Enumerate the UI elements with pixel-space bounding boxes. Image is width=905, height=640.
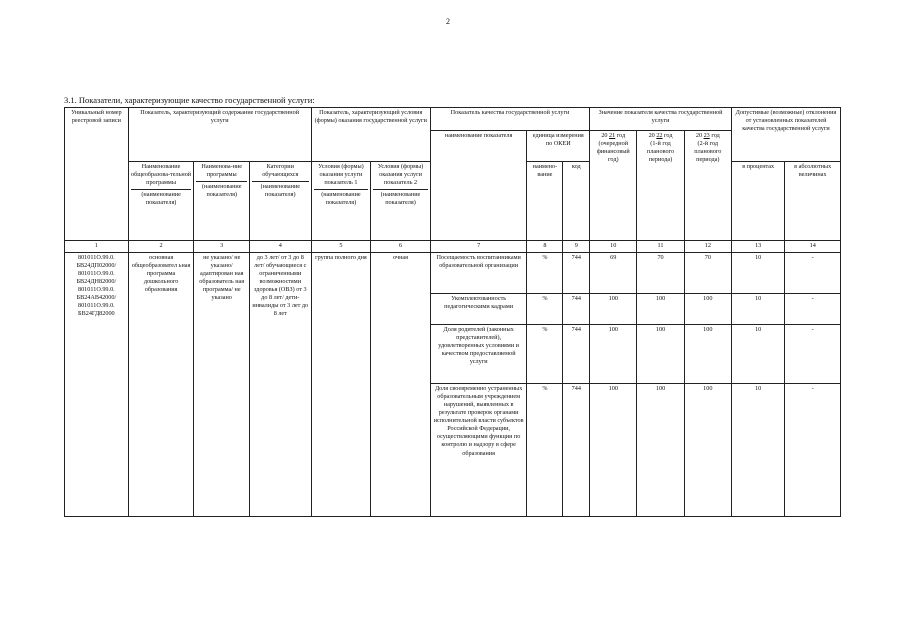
value2-cell: 100 (637, 294, 684, 325)
value3-cell: 70 (684, 253, 731, 294)
pct-cell: 10 (731, 325, 784, 384)
header-deviation-group: Допустимые (возможные) отклонения от установленных показателей качества государственной услуги (731, 108, 840, 162)
col-number: 7 (430, 241, 527, 253)
indicator-cell: Посещаемость воспитанниками образовательной организации (430, 253, 527, 294)
page-number: 2 (446, 17, 450, 26)
pct-cell: 10 (731, 253, 784, 294)
abs-cell: - (785, 253, 841, 294)
program-name-cell: не указано/ не указано/ адаптирован ная образователь ная программа/ не указано (194, 253, 249, 517)
header-registry: Уникальный номер реестровой записи (65, 108, 129, 241)
indicator-cell: Укомплектованность педагогическими кадрами (430, 294, 527, 325)
indicator-cell: Доля своевременно устраненных образовательным учреждением нарушений, выявленных в результате проверок органами исполнительной власти субъектов Российской Федерации, осуществляющими функции по контролю и надзору в сфере образования (430, 384, 527, 517)
col-number: 5 (311, 241, 371, 253)
value3-cell: 100 (684, 384, 731, 517)
value2-cell: 100 (637, 325, 684, 384)
value1-cell: 100 (590, 384, 637, 517)
value2-cell: 70 (637, 253, 684, 294)
header-year1: 20 21 год (очередной финансовый год) (590, 131, 637, 241)
value3-cell: 100 (684, 294, 731, 325)
header-pct: в процентах (731, 162, 784, 241)
pct-cell: 10 (731, 384, 784, 517)
code-cell: 744 (563, 253, 590, 294)
col-number: 9 (563, 241, 590, 253)
value1-cell: 100 (590, 294, 637, 325)
col-number: 11 (637, 241, 684, 253)
value2-cell: 100 (637, 384, 684, 517)
code-cell: 744 (563, 294, 590, 325)
header-okei-unit: единица измерения по ОКЕИ (527, 131, 590, 162)
header-year2: 20 22 год (1-й год планового периода) (637, 131, 684, 241)
code-cell: 744 (563, 325, 590, 384)
category-cell: до 3 лет/ от 3 до 8 лет/ обучающиеся с ограниченными возможностями здоровья (ОВЗ) от 3 до 8 лет/ дети-инвалиды от 3 лет до 8 лет (249, 253, 311, 517)
col-number: 8 (527, 241, 563, 253)
unit-cell: % (527, 294, 563, 325)
header-c6: Условия (формы) оказания услуги показатель 2 (наименование показателя) (371, 162, 431, 241)
header-c4: Категории обучающихся (наименование показателя) (249, 162, 311, 241)
pct-cell: 10 (731, 294, 784, 325)
col-number: 6 (371, 241, 431, 253)
value1-cell: 69 (590, 253, 637, 294)
table-row (65, 253, 841, 294)
col-number: 13 (731, 241, 784, 253)
unit-cell: % (527, 384, 563, 517)
header-c2: Наименование общеобразова-тельной программы (наименование показателя) (128, 162, 194, 241)
col-number: 4 (249, 241, 311, 253)
header-unit-name: наимено-вание (527, 162, 563, 241)
col-number: 12 (684, 241, 731, 253)
program-cell: основная общеобразовател ьная программа дошкольного образования (128, 253, 194, 517)
col-number: 2 (128, 241, 194, 253)
abs-cell: - (785, 294, 841, 325)
col-number: 14 (785, 241, 841, 253)
code-cell: 744 (563, 384, 590, 517)
quality-indicators-table (64, 107, 841, 517)
header-c3: Наименова-ние программы (наименование показателя) (194, 162, 249, 241)
header-conditions-group: Показатель, характеризующий условия (формы) оказания государственной услуги (311, 108, 430, 162)
abs-cell: - (785, 384, 841, 517)
header-row-1 (65, 108, 841, 131)
value3-cell: 100 (684, 325, 731, 384)
header-indicator-name-cont (430, 186, 527, 241)
header-quality-group: Показатель качества государственной услуги (430, 108, 589, 131)
indicator-cell: Доля родителей (законных представителей), удовлетворенных условиями и качеством предоставляемой услуги (430, 325, 527, 384)
header-c5: Условия (формы) оказания услуги показатель 1 (наименование показателя) (311, 162, 371, 241)
header-abs: в абсолютных величинах (785, 162, 841, 241)
col-number: 10 (590, 241, 637, 253)
abs-cell: - (785, 325, 841, 384)
registry-cell: 801011О.99.0. БВ24ДП02000/ 801011О.99.0. БВ24ДН82000/ 801011О.99.0. БВ24АВ42000/ 801011О.99.0. БВ24ГД82000 (65, 253, 129, 517)
col-number: 3 (194, 241, 249, 253)
value1-cell: 100 (590, 325, 637, 384)
column-number-row (65, 241, 841, 253)
header-year3: 20 23 год (2-й год планового периода) (684, 131, 731, 241)
unit-cell: % (527, 253, 563, 294)
col-number: 1 (65, 241, 129, 253)
condition1-cell: группа полного дня (311, 253, 371, 517)
section-title: 3.1. Показатели, характеризующие качество государственной услуги: (64, 95, 315, 105)
header-value-group: Значение показателя качества государственной услуги (590, 108, 732, 131)
header-indicator-name: наименование показателя (430, 131, 527, 186)
header-content-group: Показатель, характеризующий содержание государственной услуги (128, 108, 311, 162)
unit-cell: % (527, 325, 563, 384)
condition2-cell: очная (371, 253, 431, 517)
header-unit-code: код (563, 162, 590, 241)
